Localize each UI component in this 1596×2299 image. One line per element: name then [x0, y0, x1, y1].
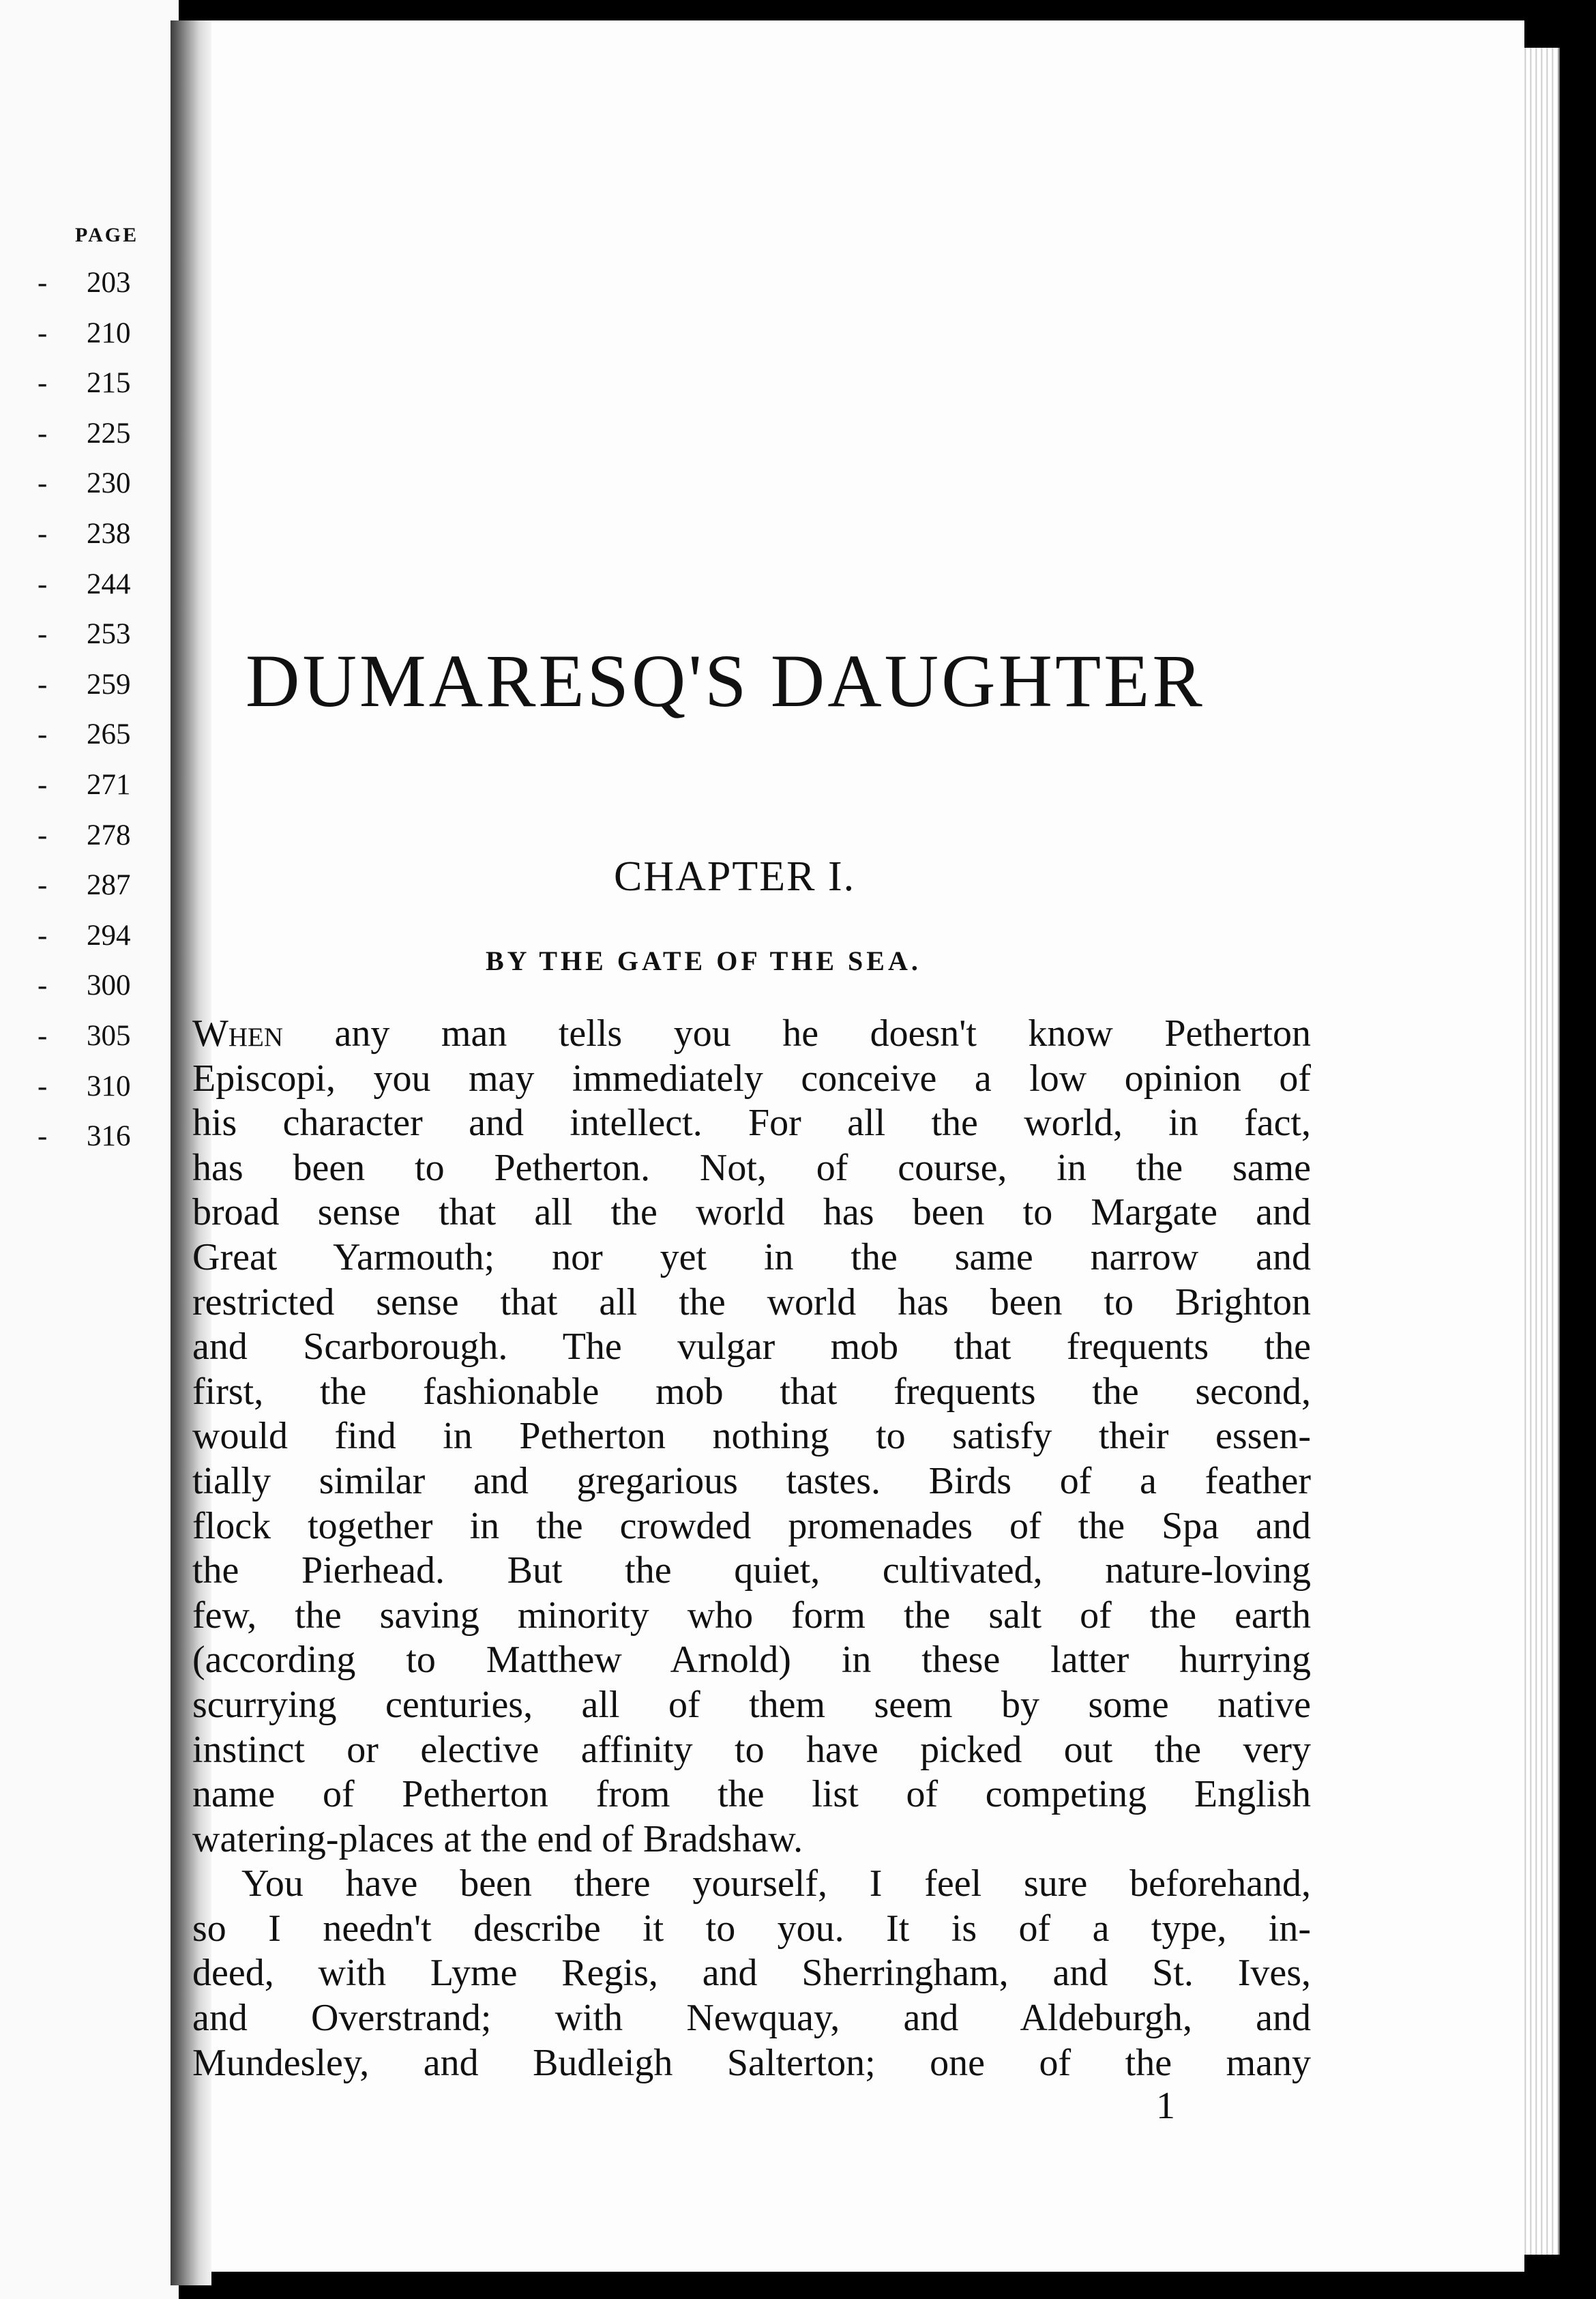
- toc-page-number: 244: [87, 568, 131, 600]
- leader-dot: -: [38, 718, 48, 751]
- text-line: Mundesley, and Budleigh Salterton; one of the many: [192, 2041, 1311, 2084]
- text-line: name of Petherton from the list of competing English: [192, 1773, 1311, 1816]
- toc-page-list: [38, 258, 174, 1162]
- toc-page-number: 271: [87, 768, 131, 801]
- text-line: and Scarborough. The vulgar mob that frequents the: [192, 1326, 1311, 1368]
- leader-dot: -: [38, 417, 48, 450]
- text-line: flock together in the crowded promenades of the Spa and: [192, 1504, 1311, 1547]
- text-line-content: any man tells you he doesn't know Petherton: [283, 1012, 1311, 1055]
- text-line: scurrying centuries, all of them seem by some native: [192, 1683, 1311, 1726]
- toc-row: [38, 860, 174, 911]
- toc-page-number: 215: [87, 367, 131, 400]
- toc-row: [38, 760, 174, 810]
- toc-row: [38, 258, 174, 308]
- chapter-subtitle: BY THE GATE OF THE SEA.: [486, 946, 921, 976]
- toc-row: [38, 509, 174, 559]
- text-line: instinct or elective affinity to have picked out the very: [192, 1728, 1311, 1771]
- text-line: deed, with Lyme Regis, and Sherringham, and St. Ives,: [192, 1952, 1311, 1995]
- toc-page-number: 265: [87, 718, 131, 751]
- leader-dot: -: [38, 668, 48, 701]
- leader-dot: -: [38, 1019, 48, 1052]
- toc-page-number: 305: [87, 1019, 131, 1052]
- text-line: (according to Matthew Arnold) in these latter hurrying: [192, 1639, 1311, 1682]
- text-line: first, the fashionable mob that frequents the second,: [192, 1370, 1311, 1413]
- toc-page-number: 300: [87, 969, 131, 1002]
- leader-dot: -: [38, 568, 48, 600]
- leader-dot: -: [38, 919, 48, 952]
- toc-row: [38, 409, 174, 459]
- text-line: the Pierhead. But the quiet, cultivated, nature-loving: [192, 1549, 1311, 1592]
- toc-row: [38, 1061, 174, 1112]
- toc-page-heading: PAGE: [75, 224, 139, 246]
- toc-row: [38, 660, 174, 710]
- toc-row: [38, 458, 174, 509]
- toc-page-number: 310: [87, 1070, 131, 1102]
- leader-dot: -: [38, 467, 48, 500]
- leader-dot: -: [38, 969, 48, 1002]
- toc-page-number: 230: [87, 467, 131, 500]
- leader-dot: -: [38, 267, 48, 299]
- text-line: so I needn't describe it to you. It is of a type, in-: [192, 1907, 1311, 1950]
- toc-row: [38, 1111, 174, 1162]
- toc-row: [38, 911, 174, 961]
- toc-page-number: 210: [87, 317, 131, 349]
- toc-page-number: 253: [87, 618, 131, 651]
- toc-page-number: 225: [87, 417, 131, 450]
- toc-row: [38, 1011, 174, 1061]
- text-line: broad sense that all the world has been to Margate and: [192, 1191, 1311, 1234]
- page-number: 1: [1156, 2085, 1175, 2127]
- text-line: few, the saving minority who form the salt of the earth: [192, 1594, 1311, 1637]
- text-line: [192, 1012, 1311, 1057]
- toc-page-number: 294: [87, 919, 131, 952]
- leader-dot: -: [38, 618, 48, 651]
- toc-row: [38, 961, 174, 1011]
- page-edges: [1521, 48, 1560, 2255]
- text-line: his character and intellect. For all the world, in fact,: [192, 1102, 1311, 1145]
- toc-page-number: 203: [87, 267, 131, 299]
- text-line: restricted sense that all the world has been to Brighton: [192, 1280, 1311, 1323]
- text-line: and Overstrand; with Newquay, and Aldeburgh, and: [192, 1997, 1311, 2040]
- leader-dot: -: [38, 1120, 48, 1153]
- drop-word: When: [192, 1012, 284, 1055]
- toc-row: [38, 709, 174, 760]
- toc-row: [38, 308, 174, 359]
- toc-row: [38, 810, 174, 861]
- text-line: Episcopi, you may immediately conceive a low opinion of: [192, 1057, 1311, 1100]
- toc-row: [38, 609, 174, 660]
- toc-row: [38, 559, 174, 610]
- toc-page-number: 316: [87, 1120, 131, 1153]
- toc-page-number: 238: [87, 517, 131, 550]
- leader-dot: -: [38, 869, 48, 902]
- text-line: has been to Petherton. Not, of course, in the same: [192, 1146, 1311, 1189]
- text-line: would find in Petherton nothing to satisfy their essen-: [192, 1415, 1311, 1458]
- leader-dot: -: [38, 819, 48, 851]
- text-line: Great Yarmouth; nor yet in the same narrow and: [192, 1235, 1311, 1278]
- leader-dot: -: [38, 517, 48, 550]
- text-line: tially similar and gregarious tastes. Birds of a feather: [192, 1459, 1311, 1502]
- text-line: You have been there yourself, I feel sure beforehand,: [241, 1862, 1311, 1905]
- toc-page-number: 278: [87, 819, 131, 851]
- leader-dot: -: [38, 367, 48, 400]
- leader-dot: -: [38, 317, 48, 349]
- leader-dot: -: [38, 1070, 48, 1102]
- chapter-heading: CHAPTER I.: [614, 853, 856, 900]
- toc-page-number: 259: [87, 668, 131, 701]
- leader-dot: -: [38, 768, 48, 801]
- book-title: DUMARESQ'S DAUGHTER: [246, 639, 1205, 722]
- toc-row: [38, 358, 174, 409]
- body-text: [192, 1012, 1311, 2085]
- text-line: watering-places at the end of Bradshaw.: [192, 1817, 803, 1860]
- toc-page-number: 287: [87, 869, 131, 902]
